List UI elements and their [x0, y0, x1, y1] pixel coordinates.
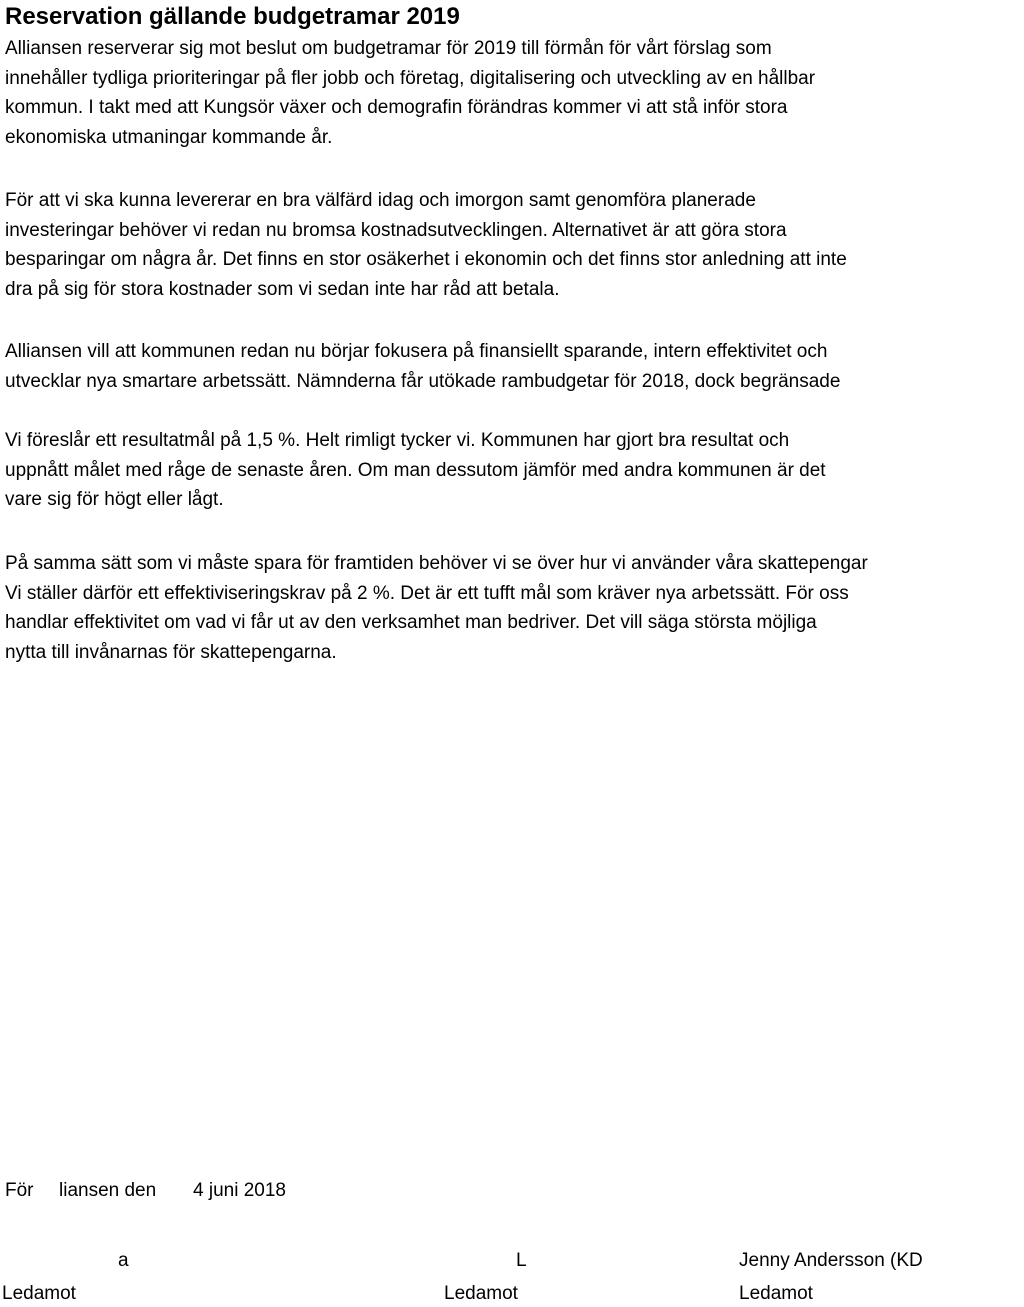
- signature-role-3: Ledamot: [739, 1283, 813, 1304]
- signature-name-1: a: [118, 1250, 129, 1271]
- paragraph-line: besparingar om några år. Det finns en stor osäkerhet i ekonomin och det finns stor anledning att inte: [5, 249, 847, 270]
- paragraph-line: handlar effektivitet om vad vi får ut av den verksamhet man bedriver. Det vill säga största möjliga: [5, 612, 817, 633]
- paragraph-line: investeringar behöver vi redan nu bromsa kostnadsutvecklingen. Alternativet är att göra stora: [5, 219, 787, 241]
- paragraph-line: uppnått målet med råge de senaste åren. Om man dessutom jämför med andra kommunen är det: [5, 459, 826, 481]
- signing-group: liansen den: [59, 1180, 157, 1201]
- paragraph-line: Vi föreslår ett resultatmål på 1,5 %. Helt rimligt tycker vi. Kommunen har gjort bra resultat och: [5, 430, 790, 451]
- paragraph-line: nytta till invånarnas för skattepengarna.: [5, 641, 337, 663]
- paragraph-line: vare sig för högt eller lågt.: [5, 489, 224, 510]
- signature-name-2: L: [516, 1250, 527, 1271]
- paragraph-line: utvecklar nya smartare arbetssätt. Nämnderna får utökade rambudgetar för 2018, dock begränsade: [5, 370, 841, 392]
- paragraph-2: [5, 186, 847, 304]
- paragraph-line: dra på sig för stora kostnader som vi sedan inte har råd att betala.: [5, 278, 560, 300]
- paragraph-line: Vi ställer därför ett effektiviseringskrav på 2 %. Det är ett tufft mål som kräver nya arbetssätt. För oss: [5, 582, 849, 604]
- paragraph-4: [5, 426, 826, 515]
- document-title: Reservation gällande budgetramar 2019: [5, 3, 460, 30]
- paragraph-3: [5, 337, 840, 396]
- paragraph-line: På samma sätt som vi måste spara för framtiden behöver vi se över hur vi använder våra skattepengar: [5, 553, 868, 574]
- signing-prefix: För: [5, 1180, 34, 1201]
- signature-role-2: Ledamot: [444, 1283, 518, 1304]
- signing-date: 4 juni 2018: [193, 1180, 286, 1201]
- signature-name-3: Jenny Andersson (KD: [739, 1250, 923, 1271]
- paragraph-line: Alliansen vill att kommunen redan nu börjar fokusera på finansiellt sparande, intern effektivitet och: [5, 341, 828, 362]
- paragraph-5: [5, 549, 868, 667]
- paragraph-line: För att vi ska kunna levererar en bra välfärd idag och imorgon samt genomföra planerade: [5, 190, 756, 211]
- paragraph-1: [5, 34, 815, 152]
- signature-role-1: Ledamot: [2, 1283, 76, 1304]
- paragraph-line: kommun. I takt med att Kungsör växer och demografin förändras kommer vi att stå inför stora: [5, 97, 788, 118]
- paragraph-line: innehåller tydliga prioriteringar på fler jobb och företag, digitalisering och utveckling av en hållbar: [5, 67, 816, 89]
- paragraph-line: ekonomiska utmaningar kommande år.: [5, 126, 333, 148]
- paragraph-line: Alliansen reserverar sig mot beslut om budgetramar för 2019 till förmån för vårt förslag som: [5, 38, 772, 59]
